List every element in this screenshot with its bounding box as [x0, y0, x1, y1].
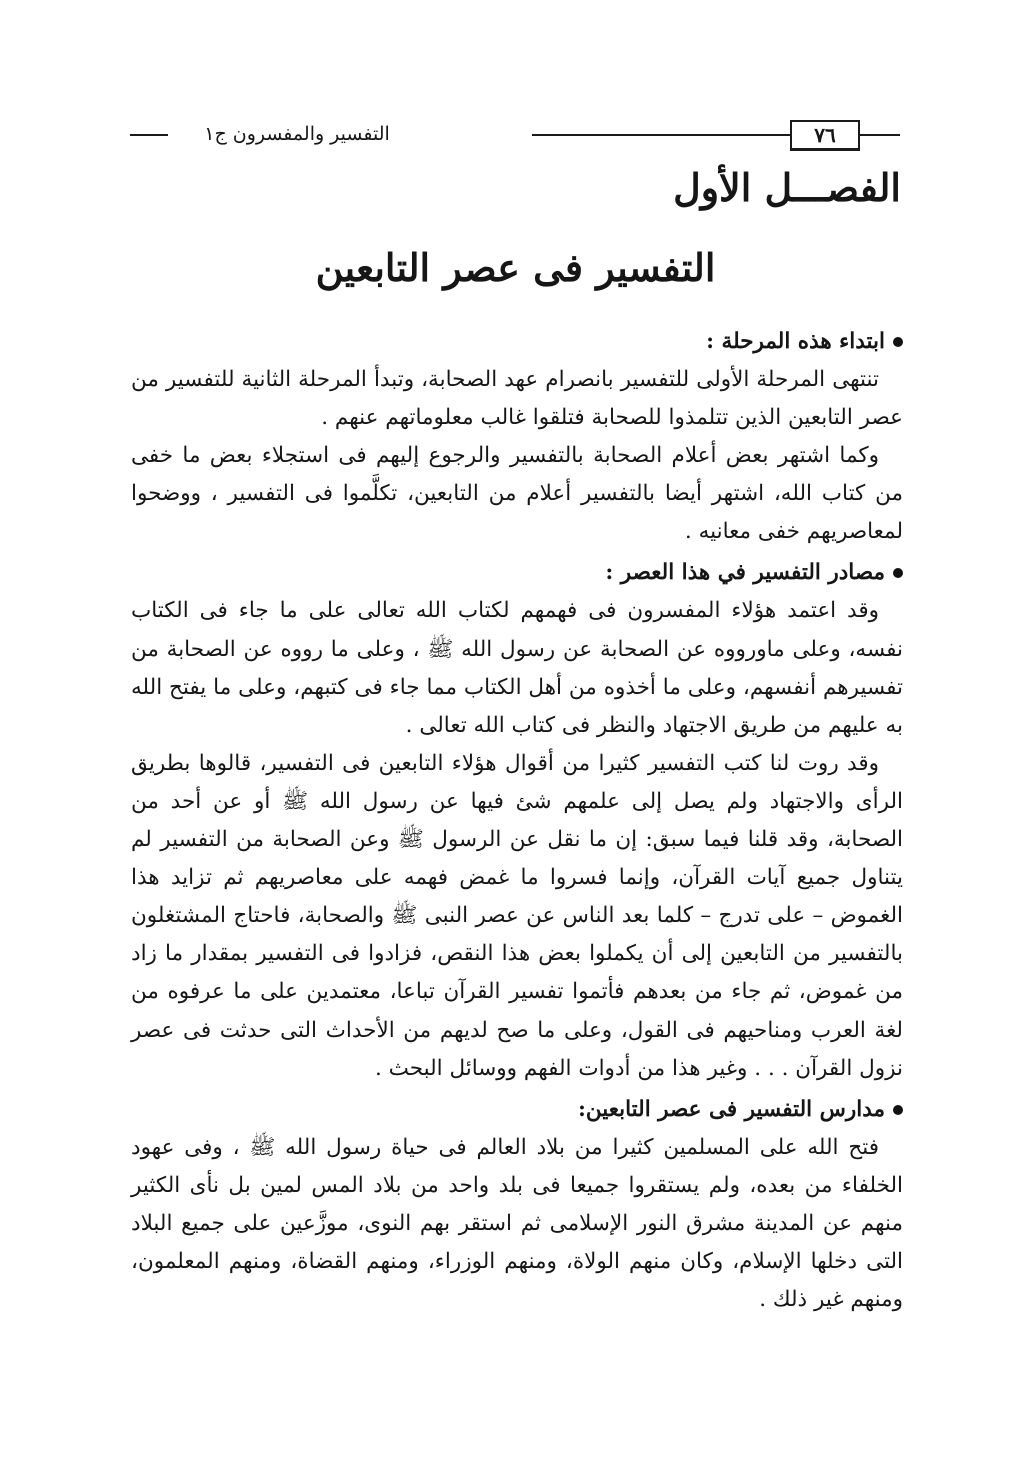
paragraph: وكما اشتهر بعض أعلام الصحابة بالتفسير والرجوع إليهم فى استجلاء بعض ما خفى من كتاب الله، اشتهر أيضا بالتفسير أعلام من التابعين، تكلَّموا فى التفسير ، ووضحوا لمعاصريهم خفى معانيه . — [131, 443, 903, 545]
running-header — [130, 118, 900, 152]
page-number: ٧٦ — [790, 120, 860, 151]
subheading — [131, 551, 903, 592]
subheading-text: مصادر التفسير في هذا العصر : — [605, 560, 885, 586]
running-book-title: التفسير والمفسرون ج١ — [204, 123, 390, 145]
section-title: التفسير فى عصر التابعين — [315, 245, 716, 290]
section-schools-of-tafsir — [131, 1088, 903, 1319]
paragraph: تنتهى المرحلة الأولى للتفسير بانصرام عهد الصحابة، وتبدأ المرحلة الثانية للتفسير من عصر التابعين الذين تتلمذوا للصحابة فتلقوا غالب معلوماتهم عنهم . — [131, 367, 903, 431]
header-rule — [130, 134, 168, 136]
subheading — [131, 320, 903, 361]
paragraph: وقد روت لنا كتب التفسير كثيرا من أقوال هؤلاء التابعين فى التفسير، قالوها بطريق الرأى والاجتهاد ولم يصل إلى علمهم شئ فيها عن رسول الله ﷺ أو عن أحد من الصحابة، وقد قلنا فيما سبق: إن ما نقل عن الرسول ﷺ وعن الصحابة من التفسير لم يتناول جميع آيات القرآن، وإنما فسروا ما غمض فهمه على معاصريهم ثم تزايد هذا الغموض – على تدرج – كلما بعد الناس عن عصر النبى ﷺ والصحابة، فاحتاج المشتغلون بالتفسير من التابعين إلى أن يكملوا بعض هذا النقص، فزادوا فى التفسير بمقدار ما زاد من غموض، ثم جاء من بعدهم فأتموا تفسير القرآن تباعا، معتمدين على ما عرفوه من لغة العرب ومناحيهم فى القول، وعلى ما صح لديهم من الأحداث التى حدثت فى عصر نزول القرآن . . . وغير هذا من أدوات الفهم ووسائل البحث . — [131, 750, 903, 1081]
subheading-text: ابتداء هذه المرحلة : — [706, 329, 885, 354]
subheading — [131, 1088, 903, 1129]
bullet-icon — [893, 568, 903, 578]
section-sources-of-tafsir — [131, 551, 903, 1087]
body-text — [131, 320, 903, 1319]
bullet-icon — [893, 1105, 903, 1115]
bullet-icon — [893, 337, 903, 347]
section-beginning-of-stage — [131, 320, 903, 551]
chapter-title: الفصـــل الأول — [673, 165, 901, 210]
paragraph: وقد اعتمد هؤلاء المفسرون فى فهمهم لكتاب الله تعالى على ما جاء فى الكتاب نفسه، وعلى ماورووه عن الصحابة عن رسول الله ﷺ ، وعلى ما رووه عن الصحابة من تفسيرهم أنفسهم، وعلى ما أخذوه من أهل الكتاب مما جاء فى كتبهم، وعلى ما يفتح الله به عليهم من طريق الاجتهاد والنظر فى كتاب الله تعالى . — [131, 598, 903, 738]
header-rule — [860, 134, 900, 136]
paragraph: فتح الله على المسلمين كثيرا من بلاد العالم فى حياة رسول الله ﷺ ، وفى عهود الخلفاء من بعده، ولم يستقروا جميعا فى بلد واحد من بلاد المس لمين بل نأى الكثير منهم عن المدينة مشرق النور الإسلامى ثم استقر بهم النوى، موزَّعين على جميع البلاد التى دخلها الإسلام، وكان منهم الولاة، ومنهم الوزراء، ومنهم القضاة، ومنهم المعلمون، ومنهم غير ذلك . — [131, 1134, 903, 1313]
subheading-text: مدارس التفسير فى عصر التابعين: — [577, 1096, 885, 1122]
header-rule — [532, 134, 790, 136]
